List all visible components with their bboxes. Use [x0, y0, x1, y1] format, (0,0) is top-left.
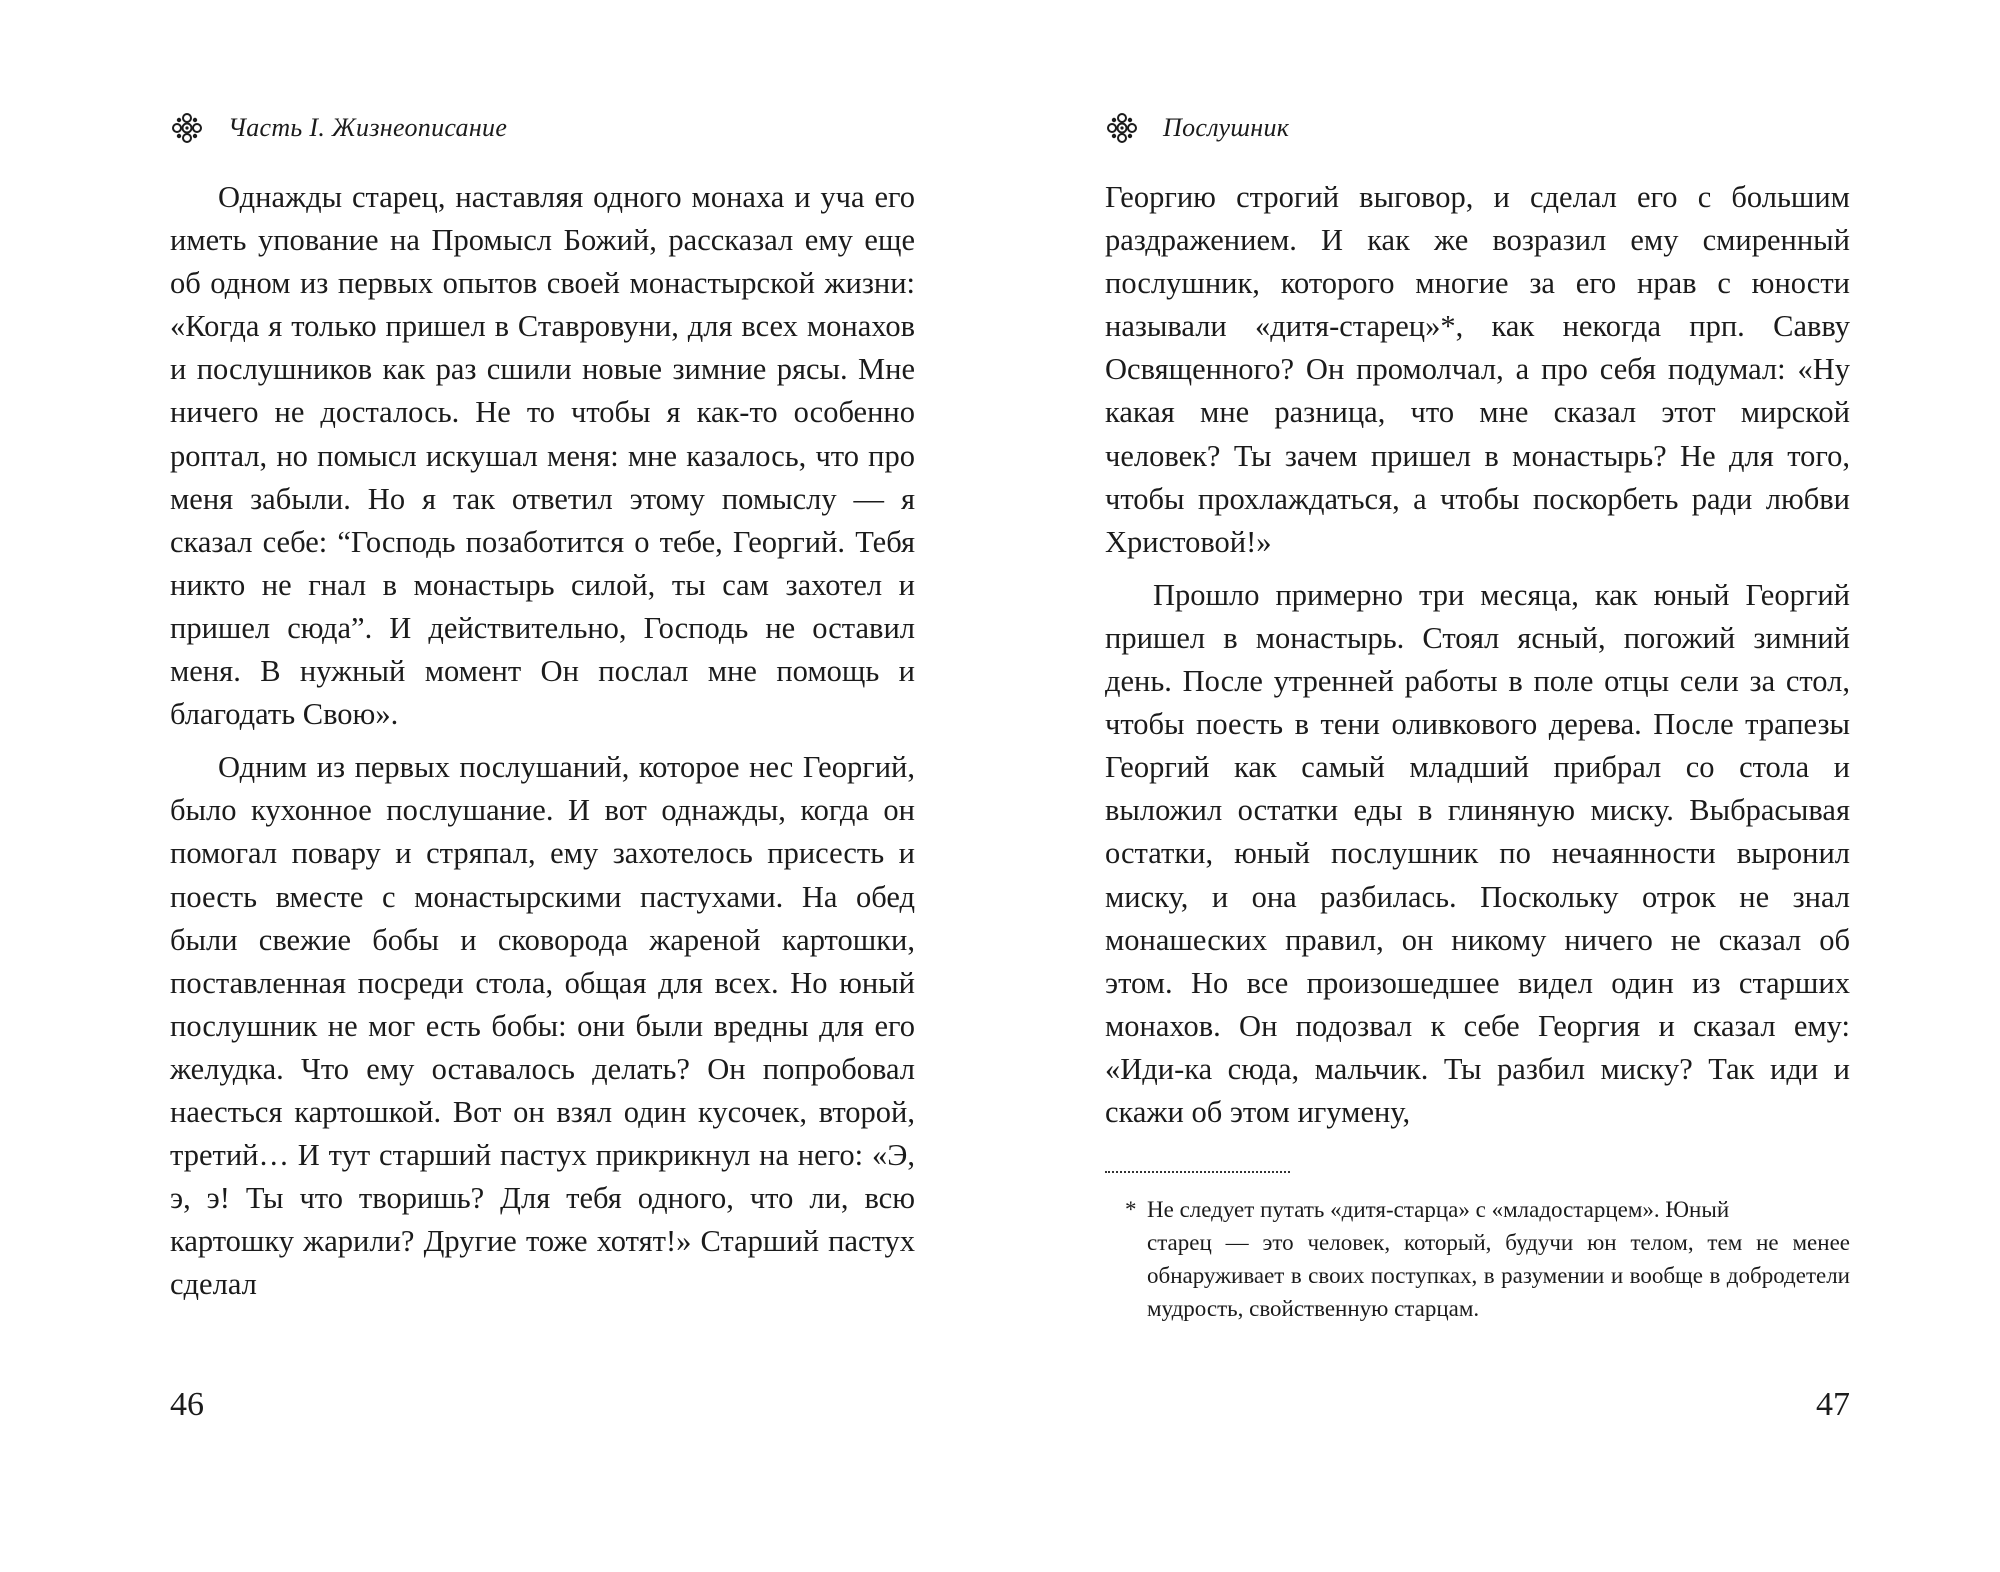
- page-number: 47: [1816, 1386, 1850, 1423]
- right-page: [1105, 0, 1865, 1572]
- paragraph: Прошло примерно три месяца, как юный Георгий пришел в монастырь. Стоял ясный, погожий зимний день. После утренней работы в поле отцы сели за стол, чтобы поесть в тени оливкового дерева. После трапезы Георгий как самый младший прибрал со стола и выложил остатки еды в глиняную миску. Выбрасывая остатки, юный послушник по нечаянности выронил миску, и она разбилась. Поскольку отрок не знал монашеских правил, он никому ничего не сказал об этом. Но все произошедшее видел один из старших монахов. Он подозвал к себе Георгия и сказал ему: «Иди-ка сюда, мальчик. Ты разбил миску? Так иди и скажи об этом игумену,: [1105, 577, 1850, 1129]
- footnote-first-line: Не следует путать «дитя-старца» с «младостарцем». Юный: [1147, 1197, 1730, 1222]
- floral-ornament-icon: [170, 111, 204, 145]
- page-number: 46: [170, 1386, 204, 1423]
- body-text: [170, 176, 915, 1306]
- paragraph: Однажды старец, наставляя одного монаха и уча его иметь упование на Промысл Божий, рассказал ему еще об одном из первых опытов своей монастырской жизни: «Когда я только пришел в Ставровуни, для всех монахов и послушников как раз сшили новые зимние рясы. Мне ничего не досталось. Не то чтобы я как-то особенно роптал, но помысл искушал меня: мне казалось, что про меня забыли. Но я так ответил этому помыслу — я сказал себе: “Господь позаботится о тебе, Георгий. Тебя никто не гнал в монастырь силой, ты сам захотел и пришел сюда”. И действительно, Господь не оставил меня. В нужный момент Он послал мне помощь и благодать Свою».: [170, 180, 915, 732]
- footnote: [1105, 1193, 1850, 1325]
- footnote-text: старец — это человек, который, будучи юн телом, тем не менее обнаруживает в своих поступках, в разумении и вообще в добродетели мудрость, свойственную старцам.: [1147, 1230, 1850, 1321]
- body-text: [1105, 176, 1850, 1134]
- paragraph: Одним из первых послушаний, которое нес Георгий, было кухонное послушание. И вот однажды, когда он помогал повару и стряпал, ему захотелось присесть и поесть вместе с монастырскими пастухами. На обед были свежие бобы и сковорода жареной картошки, поставленная посреди стола, общая для всех. Но юный послушник не мог есть бобы: они были вредны для его желудка. Что ему оставалось делать? Он попробовал наесться картошкой. Вот он взял один кусочек, второй, третий… И тут старший пастух прикрикнул на него: «Э, э, э! Ты что творишь? Для тебя одного, что ли, всю картошку жарили? Другие тоже хотят!» Старший пастух сделал: [170, 750, 915, 1302]
- running-head-title: Часть I. Жизнеописание: [228, 113, 508, 142]
- paragraph: Георгию строгий выговор, и сделал его с большим раздражением. И как же возразил ему смиренный послушник, которого многие за его нрав с юности называли «дитя-старец»*, как некогда прп. Савву Освященного? Он промолчал, а про себя подумал: «Ну какая мне разница, что мне сказал этот мирской человек? Ты зачем пришел в монастырь? Не для того, чтобы прохлаждаться, а чтобы поскорбеть ради любви Христовой!»: [1105, 180, 1850, 559]
- running-head-title: Послушник: [1163, 113, 1290, 142]
- footnote-marker: *: [1125, 1197, 1137, 1222]
- floral-ornament-icon: [1105, 111, 1139, 145]
- left-page: [170, 0, 930, 1572]
- footnote-divider: [1105, 1171, 1290, 1173]
- running-head: [170, 108, 507, 148]
- running-head: [1105, 108, 1289, 148]
